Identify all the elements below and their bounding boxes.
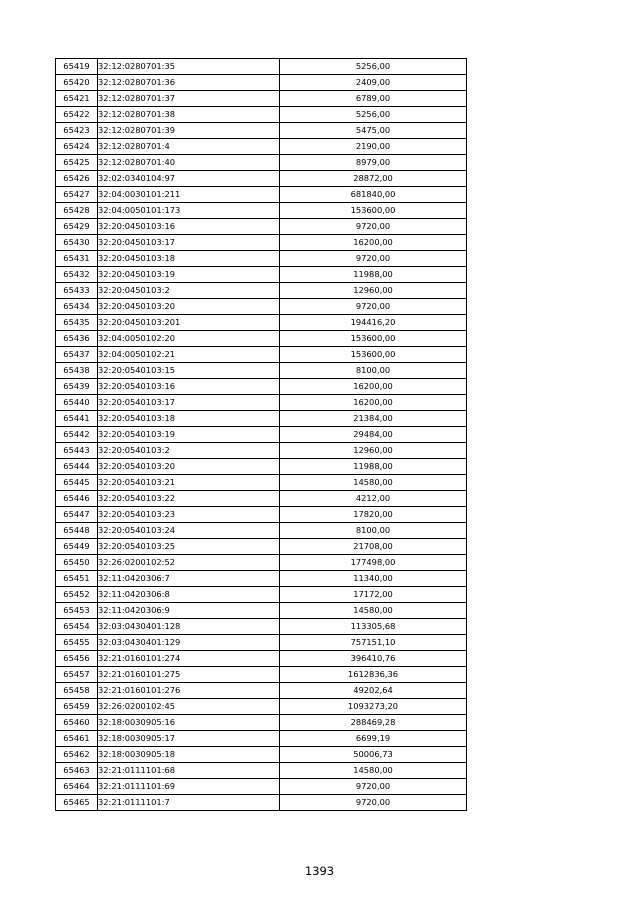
row-number-cell: 65459 bbox=[56, 699, 98, 715]
value-cell: 177498,00 bbox=[280, 555, 467, 571]
table-row bbox=[56, 347, 467, 363]
value-cell: 12960,00 bbox=[280, 283, 467, 299]
cadastral-number-cell: 32:20:0540103:24 bbox=[98, 523, 280, 539]
row-number-cell: 65434 bbox=[56, 299, 98, 315]
table-row bbox=[56, 251, 467, 267]
table-row bbox=[56, 763, 467, 779]
row-number-cell: 65435 bbox=[56, 315, 98, 331]
value-cell: 153600,00 bbox=[280, 347, 467, 363]
row-number-cell: 65454 bbox=[56, 619, 98, 635]
cadastral-number-cell: 32:20:0450103:16 bbox=[98, 219, 280, 235]
row-number-cell: 65452 bbox=[56, 587, 98, 603]
value-cell: 9720,00 bbox=[280, 299, 467, 315]
value-cell: 11988,00 bbox=[280, 267, 467, 283]
value-cell: 8100,00 bbox=[280, 523, 467, 539]
value-cell: 14580,00 bbox=[280, 763, 467, 779]
value-cell: 8979,00 bbox=[280, 155, 467, 171]
value-cell: 17172,00 bbox=[280, 587, 467, 603]
cadastral-number-cell: 32:20:0450103:17 bbox=[98, 235, 280, 251]
table-row bbox=[56, 203, 467, 219]
table-row bbox=[56, 395, 467, 411]
value-cell: 2190,00 bbox=[280, 139, 467, 155]
cadastral-number-cell: 32:21:0160101:274 bbox=[98, 651, 280, 667]
table-row bbox=[56, 603, 467, 619]
cadastral-number-cell: 32:20:0540103:2 bbox=[98, 443, 280, 459]
table-row bbox=[56, 539, 467, 555]
cadastral-number-cell: 32:18:0030905:18 bbox=[98, 747, 280, 763]
table-row bbox=[56, 699, 467, 715]
value-cell: 194416,20 bbox=[280, 315, 467, 331]
table-row bbox=[56, 267, 467, 283]
value-cell: 17820,00 bbox=[280, 507, 467, 523]
cadastral-number-cell: 32:11:0420306:8 bbox=[98, 587, 280, 603]
table-row bbox=[56, 75, 467, 91]
row-number-cell: 65432 bbox=[56, 267, 98, 283]
page-number: 1393 bbox=[304, 864, 335, 878]
cadastral-number-cell: 32:20:0450103:19 bbox=[98, 267, 280, 283]
cadastral-number-cell: 32:20:0540103:19 bbox=[98, 427, 280, 443]
cadastral-number-cell: 32:12:0280701:39 bbox=[98, 123, 280, 139]
cadastral-number-cell: 32:11:0420306:7 bbox=[98, 571, 280, 587]
row-number-cell: 65463 bbox=[56, 763, 98, 779]
cadastral-number-cell: 32:12:0280701:35 bbox=[98, 59, 280, 75]
value-cell: 8100,00 bbox=[280, 363, 467, 379]
row-number-cell: 65423 bbox=[56, 123, 98, 139]
row-number-cell: 65438 bbox=[56, 363, 98, 379]
table-row bbox=[56, 187, 467, 203]
value-cell: 9720,00 bbox=[280, 779, 467, 795]
table-row bbox=[56, 635, 467, 651]
cadastral-number-cell: 32:20:0540103:25 bbox=[98, 539, 280, 555]
value-cell: 1093273,20 bbox=[280, 699, 467, 715]
table-row bbox=[56, 619, 467, 635]
table-row bbox=[56, 123, 467, 139]
value-cell: 288469,28 bbox=[280, 715, 467, 731]
value-cell: 29484,00 bbox=[280, 427, 467, 443]
table-row bbox=[56, 779, 467, 795]
cadastral-number-cell: 32:12:0280701:37 bbox=[98, 91, 280, 107]
row-number-cell: 65442 bbox=[56, 427, 98, 443]
cadastral-number-cell: 32:04:0050102:21 bbox=[98, 347, 280, 363]
cadastral-number-cell: 32:04:0050101:173 bbox=[98, 203, 280, 219]
table-row bbox=[56, 747, 467, 763]
table-body bbox=[56, 59, 467, 811]
value-cell: 2409,00 bbox=[280, 75, 467, 91]
value-cell: 14580,00 bbox=[280, 475, 467, 491]
value-cell: 6789,00 bbox=[280, 91, 467, 107]
row-number-cell: 65426 bbox=[56, 171, 98, 187]
cadastral-number-cell: 32:20:0540103:22 bbox=[98, 491, 280, 507]
table-row bbox=[56, 555, 467, 571]
table-row bbox=[56, 427, 467, 443]
cadastral-number-cell: 32:20:0540103:21 bbox=[98, 475, 280, 491]
row-number-cell: 65425 bbox=[56, 155, 98, 171]
row-number-cell: 65464 bbox=[56, 779, 98, 795]
cadastral-number-cell: 32:21:0111101:7 bbox=[98, 795, 280, 811]
row-number-cell: 65419 bbox=[56, 59, 98, 75]
cadastral-number-cell: 32:18:0030905:17 bbox=[98, 731, 280, 747]
value-cell: 50006,73 bbox=[280, 747, 467, 763]
table-row bbox=[56, 331, 467, 347]
row-number-cell: 65458 bbox=[56, 683, 98, 699]
table-row bbox=[56, 59, 467, 75]
value-cell: 28872,00 bbox=[280, 171, 467, 187]
table-row bbox=[56, 795, 467, 811]
cadastral-number-cell: 32:21:0160101:276 bbox=[98, 683, 280, 699]
value-cell: 11988,00 bbox=[280, 459, 467, 475]
row-number-cell: 65455 bbox=[56, 635, 98, 651]
table-row bbox=[56, 587, 467, 603]
table-row bbox=[56, 459, 467, 475]
cadastral-number-cell: 32:21:0111101:69 bbox=[98, 779, 280, 795]
table-row bbox=[56, 475, 467, 491]
value-cell: 4212,00 bbox=[280, 491, 467, 507]
row-number-cell: 65427 bbox=[56, 187, 98, 203]
row-number-cell: 65453 bbox=[56, 603, 98, 619]
cadastral-number-cell: 32:20:0450103:20 bbox=[98, 299, 280, 315]
cadastral-number-cell: 32:18:0030905:16 bbox=[98, 715, 280, 731]
table-row bbox=[56, 171, 467, 187]
value-cell: 14580,00 bbox=[280, 603, 467, 619]
row-number-cell: 65422 bbox=[56, 107, 98, 123]
value-cell: 6699,19 bbox=[280, 731, 467, 747]
value-cell: 49202,64 bbox=[280, 683, 467, 699]
table-row bbox=[56, 107, 467, 123]
row-number-cell: 65433 bbox=[56, 283, 98, 299]
table-row bbox=[56, 443, 467, 459]
value-cell: 12960,00 bbox=[280, 443, 467, 459]
table-row bbox=[56, 363, 467, 379]
row-number-cell: 65431 bbox=[56, 251, 98, 267]
row-number-cell: 65451 bbox=[56, 571, 98, 587]
table-row bbox=[56, 507, 467, 523]
row-number-cell: 65450 bbox=[56, 555, 98, 571]
value-cell: 153600,00 bbox=[280, 203, 467, 219]
row-number-cell: 65420 bbox=[56, 75, 98, 91]
table-row bbox=[56, 283, 467, 299]
row-number-cell: 65424 bbox=[56, 139, 98, 155]
cadastral-number-cell: 32:04:0030101:211 bbox=[98, 187, 280, 203]
value-cell: 16200,00 bbox=[280, 379, 467, 395]
value-cell: 9720,00 bbox=[280, 251, 467, 267]
cadastral-number-cell: 32:12:0280701:36 bbox=[98, 75, 280, 91]
row-number-cell: 65456 bbox=[56, 651, 98, 667]
table-row bbox=[56, 91, 467, 107]
row-number-cell: 65429 bbox=[56, 219, 98, 235]
row-number-cell: 65436 bbox=[56, 331, 98, 347]
table-row bbox=[56, 571, 467, 587]
row-number-cell: 65441 bbox=[56, 411, 98, 427]
table-row bbox=[56, 731, 467, 747]
value-cell: 5256,00 bbox=[280, 59, 467, 75]
cadastral-number-cell: 32:20:0450103:2 bbox=[98, 283, 280, 299]
cadastral-number-cell: 32:20:0450103:18 bbox=[98, 251, 280, 267]
table-row bbox=[56, 651, 467, 667]
cadastral-number-cell: 32:26:0200102:52 bbox=[98, 555, 280, 571]
row-number-cell: 65461 bbox=[56, 731, 98, 747]
table-row bbox=[56, 139, 467, 155]
row-number-cell: 65447 bbox=[56, 507, 98, 523]
cadastral-number-cell: 32:12:0280701:38 bbox=[98, 107, 280, 123]
row-number-cell: 65448 bbox=[56, 523, 98, 539]
cadastral-number-cell: 32:20:0450103:201 bbox=[98, 315, 280, 331]
row-number-cell: 65439 bbox=[56, 379, 98, 395]
value-cell: 5256,00 bbox=[280, 107, 467, 123]
row-number-cell: 65430 bbox=[56, 235, 98, 251]
table-row bbox=[56, 411, 467, 427]
table-row bbox=[56, 155, 467, 171]
cadastral-number-cell: 32:20:0540103:17 bbox=[98, 395, 280, 411]
table-row bbox=[56, 379, 467, 395]
value-cell: 396410,76 bbox=[280, 651, 467, 667]
table-row bbox=[56, 667, 467, 683]
row-number-cell: 65443 bbox=[56, 443, 98, 459]
cadastral-number-cell: 32:21:0111101:68 bbox=[98, 763, 280, 779]
value-cell: 113305,68 bbox=[280, 619, 467, 635]
row-number-cell: 65460 bbox=[56, 715, 98, 731]
row-number-cell: 65462 bbox=[56, 747, 98, 763]
row-number-cell: 65444 bbox=[56, 459, 98, 475]
table-row bbox=[56, 299, 467, 315]
row-number-cell: 65446 bbox=[56, 491, 98, 507]
row-number-cell: 65421 bbox=[56, 91, 98, 107]
cadastral-number-cell: 32:26:0200102:45 bbox=[98, 699, 280, 715]
cadastral-value-table bbox=[55, 58, 467, 811]
cadastral-number-cell: 32:02:0340104:97 bbox=[98, 171, 280, 187]
value-cell: 16200,00 bbox=[280, 395, 467, 411]
value-cell: 1612836,36 bbox=[280, 667, 467, 683]
value-cell: 21384,00 bbox=[280, 411, 467, 427]
cadastral-number-cell: 32:20:0540103:15 bbox=[98, 363, 280, 379]
row-number-cell: 65445 bbox=[56, 475, 98, 491]
table-row bbox=[56, 315, 467, 331]
value-cell: 16200,00 bbox=[280, 235, 467, 251]
row-number-cell: 65457 bbox=[56, 667, 98, 683]
table-row bbox=[56, 523, 467, 539]
value-cell: 757151,10 bbox=[280, 635, 467, 651]
cadastral-number-cell: 32:03:0430401:129 bbox=[98, 635, 280, 651]
row-number-cell: 65428 bbox=[56, 203, 98, 219]
cadastral-number-cell: 32:12:0280701:4 bbox=[98, 139, 280, 155]
value-cell: 681840,00 bbox=[280, 187, 467, 203]
cadastral-number-cell: 32:03:0430401:128 bbox=[98, 619, 280, 635]
row-number-cell: 65465 bbox=[56, 795, 98, 811]
table-row bbox=[56, 715, 467, 731]
cadastral-number-cell: 32:21:0160101:275 bbox=[98, 667, 280, 683]
row-number-cell: 65437 bbox=[56, 347, 98, 363]
cadastral-number-cell: 32:11:0420306:9 bbox=[98, 603, 280, 619]
value-cell: 9720,00 bbox=[280, 219, 467, 235]
cadastral-number-cell: 32:20:0540103:18 bbox=[98, 411, 280, 427]
table-row bbox=[56, 219, 467, 235]
value-cell: 9720,00 bbox=[280, 795, 467, 811]
cadastral-number-cell: 32:20:0540103:23 bbox=[98, 507, 280, 523]
row-number-cell: 65449 bbox=[56, 539, 98, 555]
value-cell: 11340,00 bbox=[280, 571, 467, 587]
cadastral-number-cell: 32:20:0540103:20 bbox=[98, 459, 280, 475]
value-cell: 5475,00 bbox=[280, 123, 467, 139]
value-cell: 21708,00 bbox=[280, 539, 467, 555]
table-row bbox=[56, 235, 467, 251]
value-cell: 153600,00 bbox=[280, 331, 467, 347]
row-number-cell: 65440 bbox=[56, 395, 98, 411]
cadastral-number-cell: 32:20:0540103:16 bbox=[98, 379, 280, 395]
table-row bbox=[56, 491, 467, 507]
cadastral-number-cell: 32:04:0050102:20 bbox=[98, 331, 280, 347]
cadastral-number-cell: 32:12:0280701:40 bbox=[98, 155, 280, 171]
table-row bbox=[56, 683, 467, 699]
